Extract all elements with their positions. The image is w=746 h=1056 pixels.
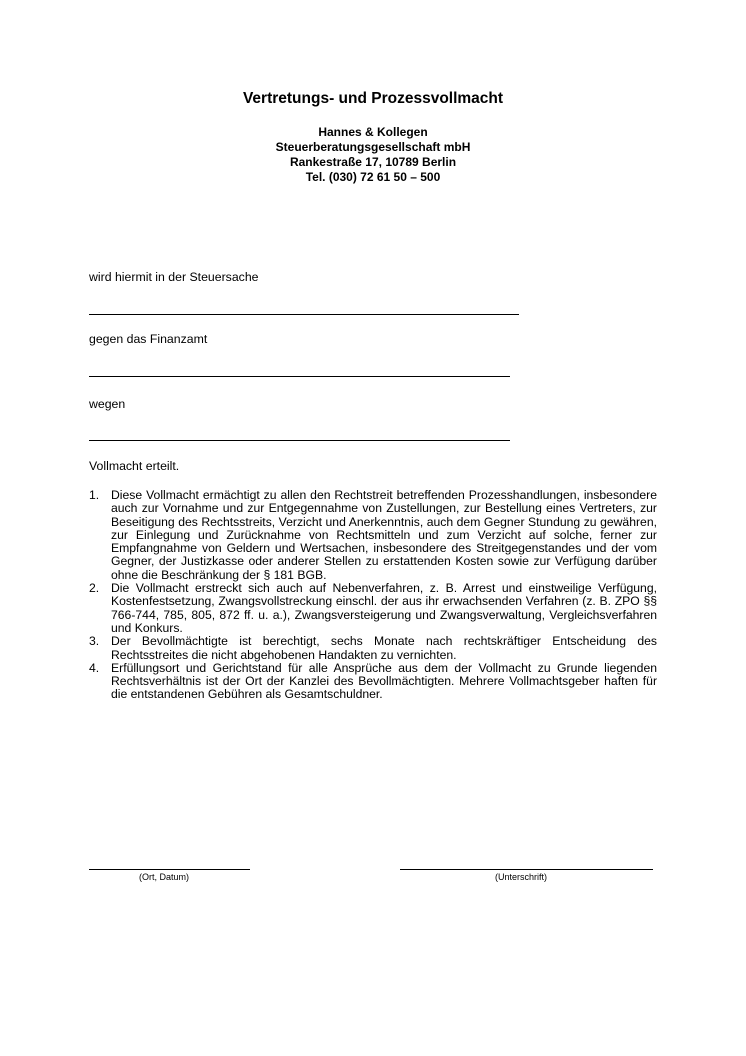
clause-number: 4.	[89, 660, 100, 675]
document-title: Vertretungs- und Prozessvollmacht	[242, 90, 504, 107]
wegen-label: wegen	[89, 397, 126, 411]
finanzamt-blank-line[interactable]	[89, 376, 510, 377]
signature-label: (Unterschrift)	[494, 872, 547, 882]
firm-phone: Tel. (030) 72 61 50 – 500	[305, 170, 441, 184]
clause-text: Der Bevollmächtigte ist berechtigt, sechs Monate nach rechtskräftiger Entscheidung des Rechtsstreites die nicht abgehobenen Handakten zu vernichten.	[111, 634, 657, 662]
firm-header	[0, 125, 746, 185]
clause-item	[89, 662, 657, 702]
clause-list	[89, 489, 657, 702]
firm-name: Hannes & Kollegen	[318, 125, 428, 139]
signature-line[interactable]	[400, 869, 653, 870]
place-date-label: (Ort, Datum)	[138, 872, 189, 882]
wegen-blank-line[interactable]	[89, 440, 510, 441]
steuersache-blank-line[interactable]	[89, 314, 519, 315]
finanzamt-label: gegen das Finanzamt	[89, 332, 208, 346]
vollmacht-erteilt-label: Vollmacht erteilt.	[89, 459, 180, 473]
clause-number: 2.	[89, 581, 100, 596]
steuersache-label: wird hiermit in der Steuersache	[89, 270, 259, 284]
place-date-line[interactable]	[89, 869, 250, 870]
clause-item	[89, 489, 657, 582]
clause-item	[89, 582, 657, 635]
clause-text: Diese Vollmacht ermächtigt zu allen den Rechtstreit betreffenden Prozesshandlungen, insbesondere auch zur Vornahme und zur Entgegennahme von Zustellungen, zur Bestellung eines Vertreters, zur Beseitigung des Rechtsstreits, Verzicht und Anerkenntnis, auch dem Gegner Stundung zu gewähren, zur Einlegung und Zurücknahme von Rechtsmitteln und zum Verzicht auf solche, ferner zur Empfangnahme von Geldern und Wertsachen, insbesondere des Streitgegenstandes und der vom Gegner, der Justizkasse oder anderer Stellen zu erstattenden Kosten sowie zur Verfügung darüber ohne die Beschränkung der § 181 BGB.	[111, 488, 657, 582]
clause-number: 3.	[89, 634, 100, 649]
clause-text: Die Vollmacht erstreckt sich auch auf Nebenverfahren, z. B. Arrest und einstweilige Verfügung, Kostenfestsetzung, Zwangsvollstreckung einschl. der aus ihr erwachsenden Verfahren (z. B. ZPO §§ 766-744, 785, 805, 872 ff. u. a.), Zwangsversteigerung und Zwangsverwaltung, Vergleichsverfahren und Konkurs.	[111, 581, 657, 635]
clause-item	[89, 635, 657, 662]
clause-number: 1.	[89, 488, 100, 502]
clause-text: Erfüllungsort und Gerichtstand für alle Ansprüche aus dem der Vollmacht zu Grunde liegenden Rechtsverhältnis ist der Ort der Kanzlei des Bevollmächtigten. Mehrere Vollmachtsgeber haften für die entstandenen Gebühren als Gesamtschuldner.	[111, 660, 657, 702]
firm-address: Rankestraße 17, 10789 Berlin	[289, 155, 457, 169]
firm-type: Steuerberatungsgesellschaft mbH	[275, 140, 471, 154]
